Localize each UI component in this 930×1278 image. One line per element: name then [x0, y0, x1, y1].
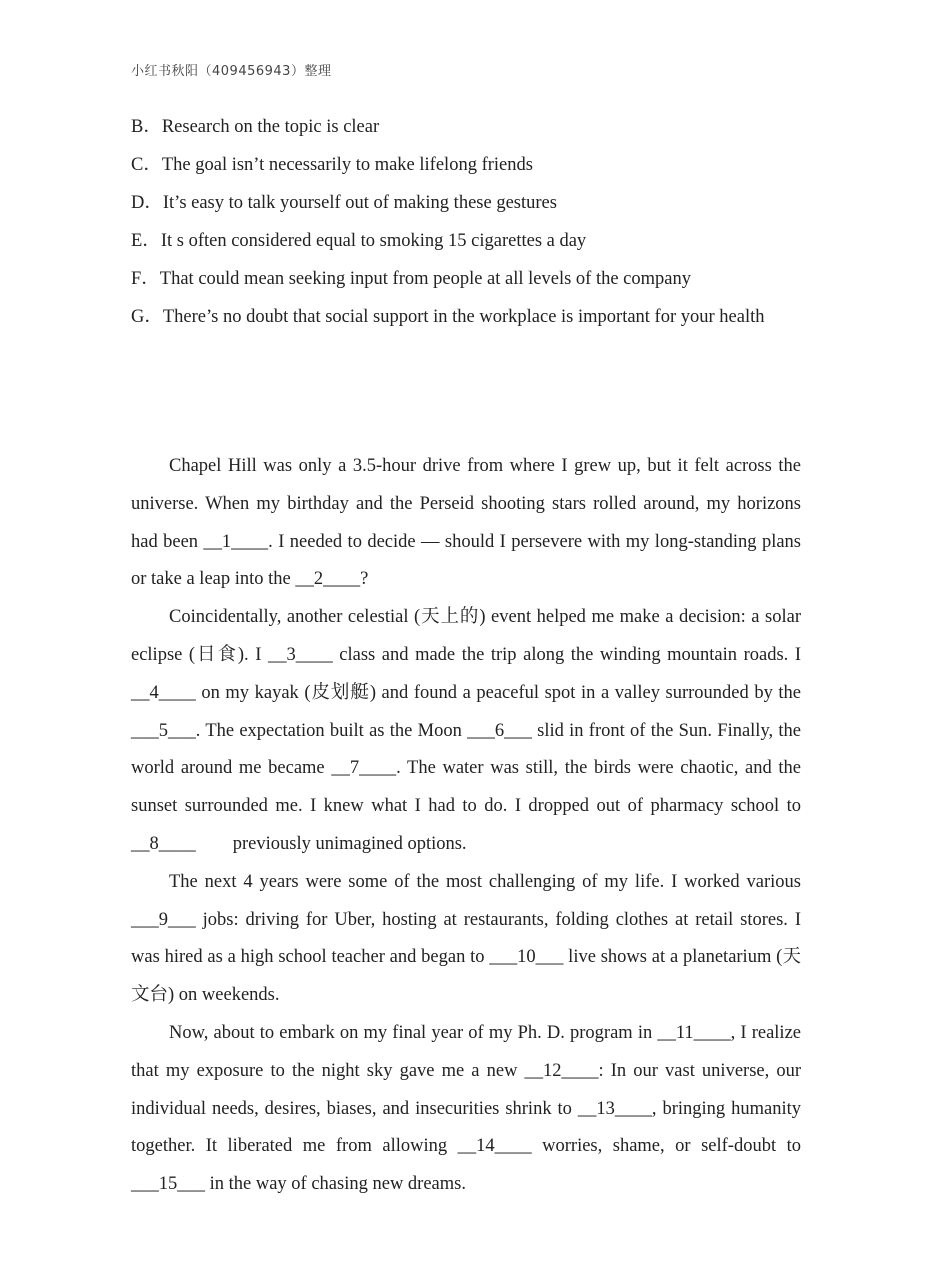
passage-paragraph-3: The next 4 years were some of the most challenging of my life. I worked various ___9___ jobs: driving for Uber, hosting at restaurants, folding clothes at retail stores. I was hired as a high school teacher and began to ___10___ live shows at a planetarium (天文台) on weekends.	[131, 871, 801, 1006]
option-f	[131, 266, 831, 304]
option-letter: C．	[131, 155, 162, 175]
option-g	[131, 304, 831, 342]
option-e	[131, 228, 831, 266]
option-letter: E．	[131, 231, 161, 251]
option-c	[131, 152, 831, 190]
answer-options-list	[131, 114, 831, 342]
option-text: It’s easy to talk yourself out of making these gestures	[162, 193, 557, 213]
option-letter: G．	[131, 307, 163, 327]
cloze-passage	[131, 448, 801, 1204]
option-text: The goal isn’t necessarily to make lifelong friends	[161, 155, 533, 175]
option-text: It s often considered equal to smoking 15 cigarettes a day	[160, 231, 587, 251]
passage-paragraph-2: Coincidentally, another celestial (天上的) event helped me make a decision: a solar eclipse (日食). I __3____ class and made the trip along the winding mountain roads. I __4____ on my kayak (皮划艇) and found a peaceful spot in a valley surrounded by the ___5___. The expectation built as the Moon ___6___ slid in front of the Sun. Finally, the world around me became __7____. The water was still, the birds were chaotic, and the sunset surrounded me. I knew what I had to do. I dropped out of pharmacy school to __8____ previously unimagined options.	[131, 607, 801, 854]
passage-paragraph-4: Now, about to embark on my final year of my Ph. D. program in __11____, I realize that my exposure to the night sky gave me a new __12____: In our vast universe, our individual needs, desires, biases, and insecurities shrink to __13____, bringing humanity together. It liberated me from allowing __14____ worries, shame, or self-doubt to ___15___ in the way of chasing new dreams.	[131, 1022, 801, 1195]
option-text: There’s no doubt that social support in the workplace is important for your health	[162, 307, 765, 327]
option-d	[131, 190, 831, 228]
page-header: 小红书秋阳（409456943）整理	[131, 64, 332, 79]
option-b	[131, 114, 831, 152]
option-text: That could mean seeking input from people at all levels of the company	[159, 269, 691, 289]
passage-paragraph-1: Chapel Hill was only a 3.5-hour drive from where I grew up, but it felt across the universe. When my birthday and the Perseid shooting stars rolled around, my horizons had been __1____. I needed to decide — should I persevere with my long-standing plans or take a leap into the __2____?	[131, 456, 801, 590]
option-letter: D．	[131, 193, 163, 213]
option-text: Research on the topic is clear	[161, 117, 380, 137]
option-letter: F．	[131, 269, 160, 289]
option-letter: B．	[131, 117, 162, 137]
